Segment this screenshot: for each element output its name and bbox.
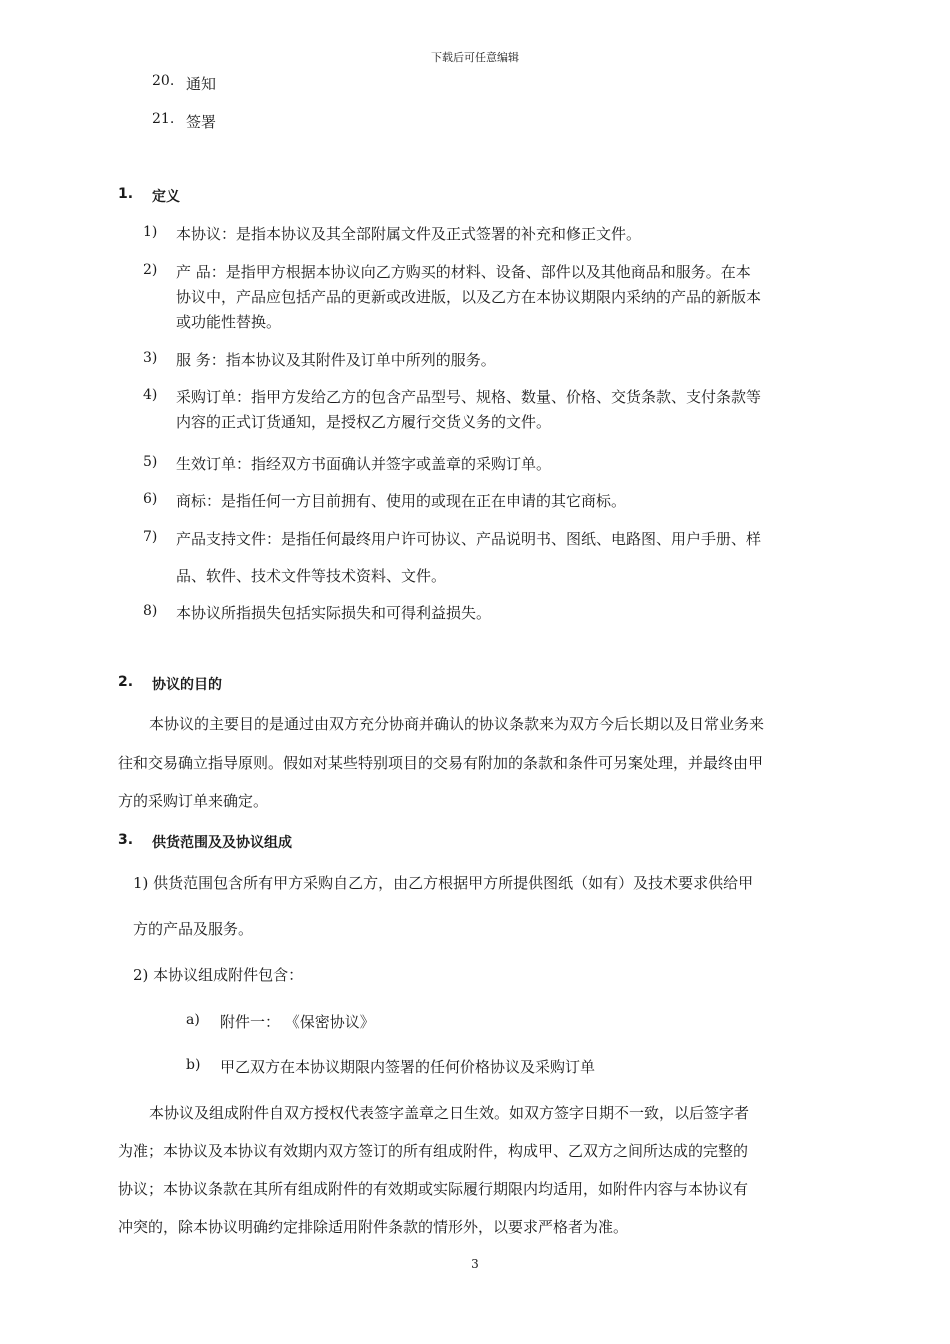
paragraph-line: 方的产品及服务。 <box>133 920 254 938</box>
list-item-text: 本协议：是指本协议及其全部附属文件及正式签署的补充和修正文件。 <box>176 225 642 243</box>
page-header: 下载后可任意编辑 <box>431 51 519 64</box>
toc-item-label: 签署 <box>186 113 217 131</box>
list-item-text: 产品支持文件：是指任何最终用户许可协议、产品说明书、图纸、电路图、用户手册、样 <box>176 530 762 548</box>
toc-item-number: 20. <box>152 73 175 89</box>
paragraph-line: 1) 供货范围包含所有甲方采购自乙方，由乙方根据甲方所提供图纸（如有）及技术要求供给甲 <box>133 874 754 892</box>
toc-item-number: 21. <box>152 111 175 127</box>
list-item-text: 商标：是指任何一方目前拥有、使用的或现在正在申请的其它商标。 <box>176 492 627 510</box>
section-title: 协议的目的 <box>152 677 222 693</box>
list-item-text: 内容的正式订货通知，是授权乙方履行交货义务的文件。 <box>176 413 552 431</box>
list-item-number: 6) <box>143 491 158 507</box>
paragraph-line: 本协议的主要目的是通过由双方充分协商并确认的协议条款来为双方今后长期以及日常业务来 <box>149 715 765 733</box>
list-item-text: 品、软件、技术文件等技术资料、文件。 <box>176 567 447 585</box>
sub-item-number: b) <box>186 1057 201 1073</box>
list-item-number: 7) <box>143 529 158 545</box>
toc-item-label: 通知 <box>186 75 217 93</box>
sub-item-number: a) <box>186 1012 200 1028</box>
list-item-text: 协议中，产品应包括产品的更新或改进版，以及乙方在本协议期限内采纳的产品的新版本 <box>176 288 762 306</box>
list-item-text: 服 务：指本协议及其附件及订单中所列的服务。 <box>176 351 496 369</box>
sub-item-text: 甲乙双方在本协议期限内签署的任何价格协议及采购订单 <box>220 1058 596 1076</box>
section-title: 定义 <box>152 189 180 205</box>
list-item-text: 本协议所指损失包括实际损失和可得利益损失。 <box>176 604 492 622</box>
list-item-number: 8) <box>143 603 158 619</box>
sub-item-text: 附件一： 《保密协议》 <box>220 1013 375 1031</box>
section-number: 1. <box>118 186 134 202</box>
paragraph-line: 本协议及组成附件自双方授权代表签字盖章之日生效。如双方签字日期不一致，以后签字者 <box>149 1104 750 1122</box>
list-item-text: 生效订单：指经双方书面确认并签字或盖章的采购订单。 <box>176 455 552 473</box>
paragraph-line: 往和交易确立指导原则。假如对某些特别项目的交易有附加的条款和条件可另案处理，并最终由甲 <box>118 754 764 772</box>
section-number: 2. <box>118 674 134 690</box>
paragraph-line: 冲突的，除本协议明确约定排除适用附件条款的情形外，以要求严格者为准。 <box>118 1218 629 1236</box>
list-item-number: 1) <box>143 224 158 240</box>
paragraph-line: 为准；本协议及本协议有效期内双方签订的所有组成附件，构成甲、乙双方之间所达成的完整的 <box>118 1142 749 1160</box>
list-item-text: 或功能性替换。 <box>176 313 282 331</box>
list-item-text: 产 品：是指甲方根据本协议向乙方购买的材料、设备、部件以及其他商品和服务。在本 <box>176 263 751 281</box>
paragraph-line: 2) 本协议组成附件包含： <box>133 966 304 984</box>
list-item-number: 2) <box>143 262 158 278</box>
list-item-number: 4) <box>143 387 158 403</box>
paragraph-line: 方的采购订单来确定。 <box>118 792 269 810</box>
list-item-number: 5) <box>143 454 158 470</box>
list-item-number: 3) <box>143 350 158 366</box>
paragraph-line: 协议；本协议条款在其所有组成附件的有效期或实际履行期限内均适用，如附件内容与本协议有 <box>118 1180 749 1198</box>
section-number: 3. <box>118 832 134 848</box>
page-number: 3 <box>471 1257 479 1271</box>
list-item-text: 采购订单：指甲方发给乙方的包含产品型号、规格、数量、价格、交货条款、支付条款等 <box>176 388 762 406</box>
section-title: 供货范围及及协议组成 <box>152 835 292 851</box>
